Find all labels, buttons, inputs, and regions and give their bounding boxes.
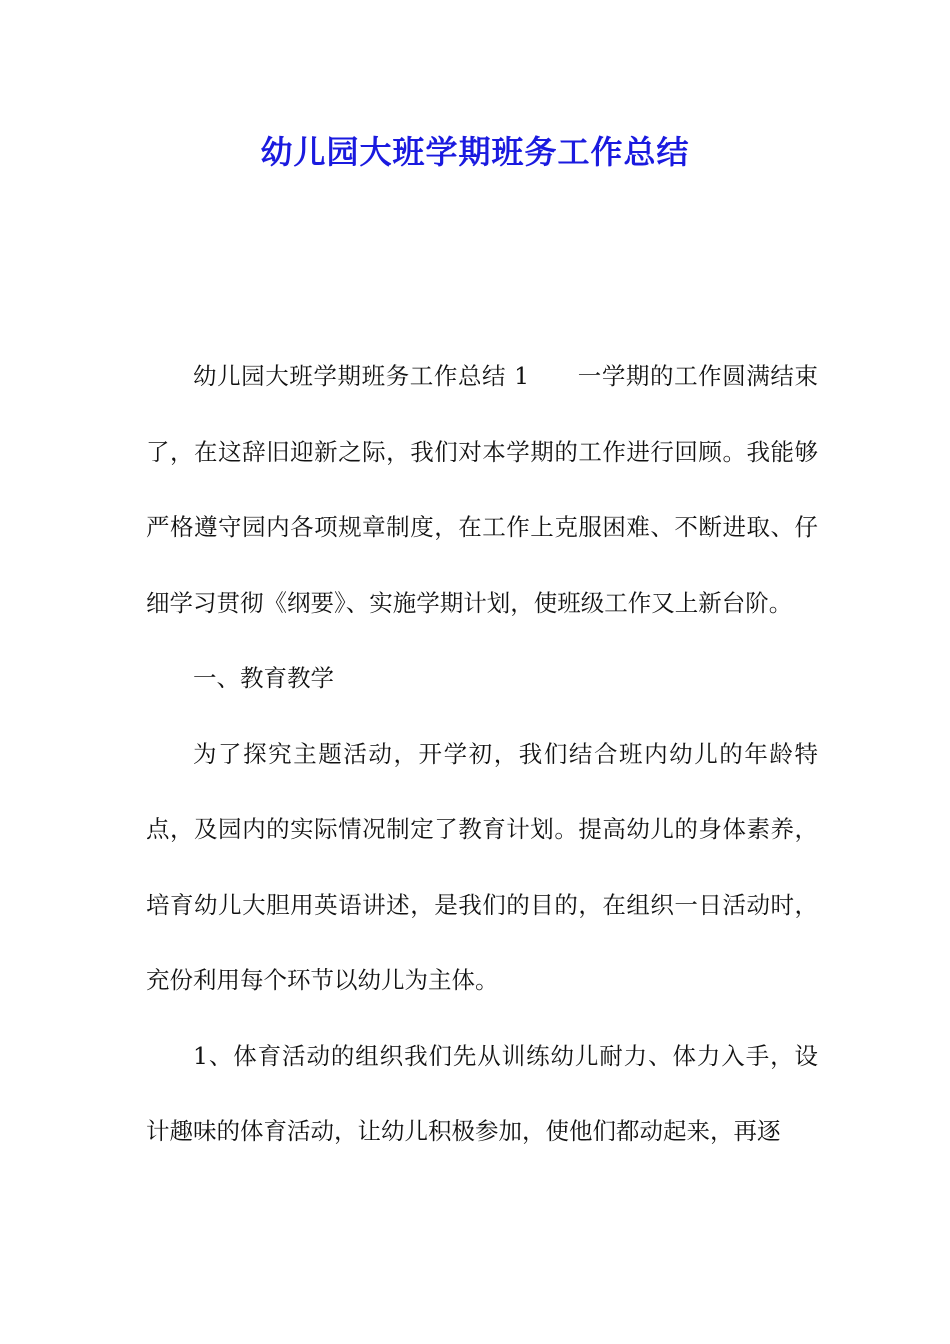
intro-heading: 幼儿园大班学期班务工作总结 1 (193, 362, 530, 390)
document-title: 幼儿园大班学期班务工作总结 (260, 133, 690, 171)
intro-text: 一学期的工作圆满结束了，在这辞旧迎新之际，我们对本学期的工作进行回顾。我能够严格遵守园内各项规章制度，在工作上克服困难、不断进取、仔细学习贯彻《纲要》、实施学期计划，使班级工作又上新台阶。 (146, 362, 819, 617)
document-body (146, 339, 818, 1170)
paragraph-intro (146, 339, 818, 641)
section-heading-education: 一、教育教学 (193, 664, 334, 692)
paragraph-education: 为了探究主题活动，开学初，我们结合班内幼儿的年龄特点，及园内的实际情况制定了教育计划。提高幼儿的身体素养，培育幼儿大胆用英语讲述，是我们的目的，在组织一日活动时，充份利用每个环节以幼儿为主体。 (146, 739, 818, 994)
paragraph-sports: 1、体育活动的组织我们先从训练幼儿耐力、体力入手，设计趣味的体育活动，让幼儿积极参加，使他们都动起来，再逐 (146, 1041, 818, 1145)
